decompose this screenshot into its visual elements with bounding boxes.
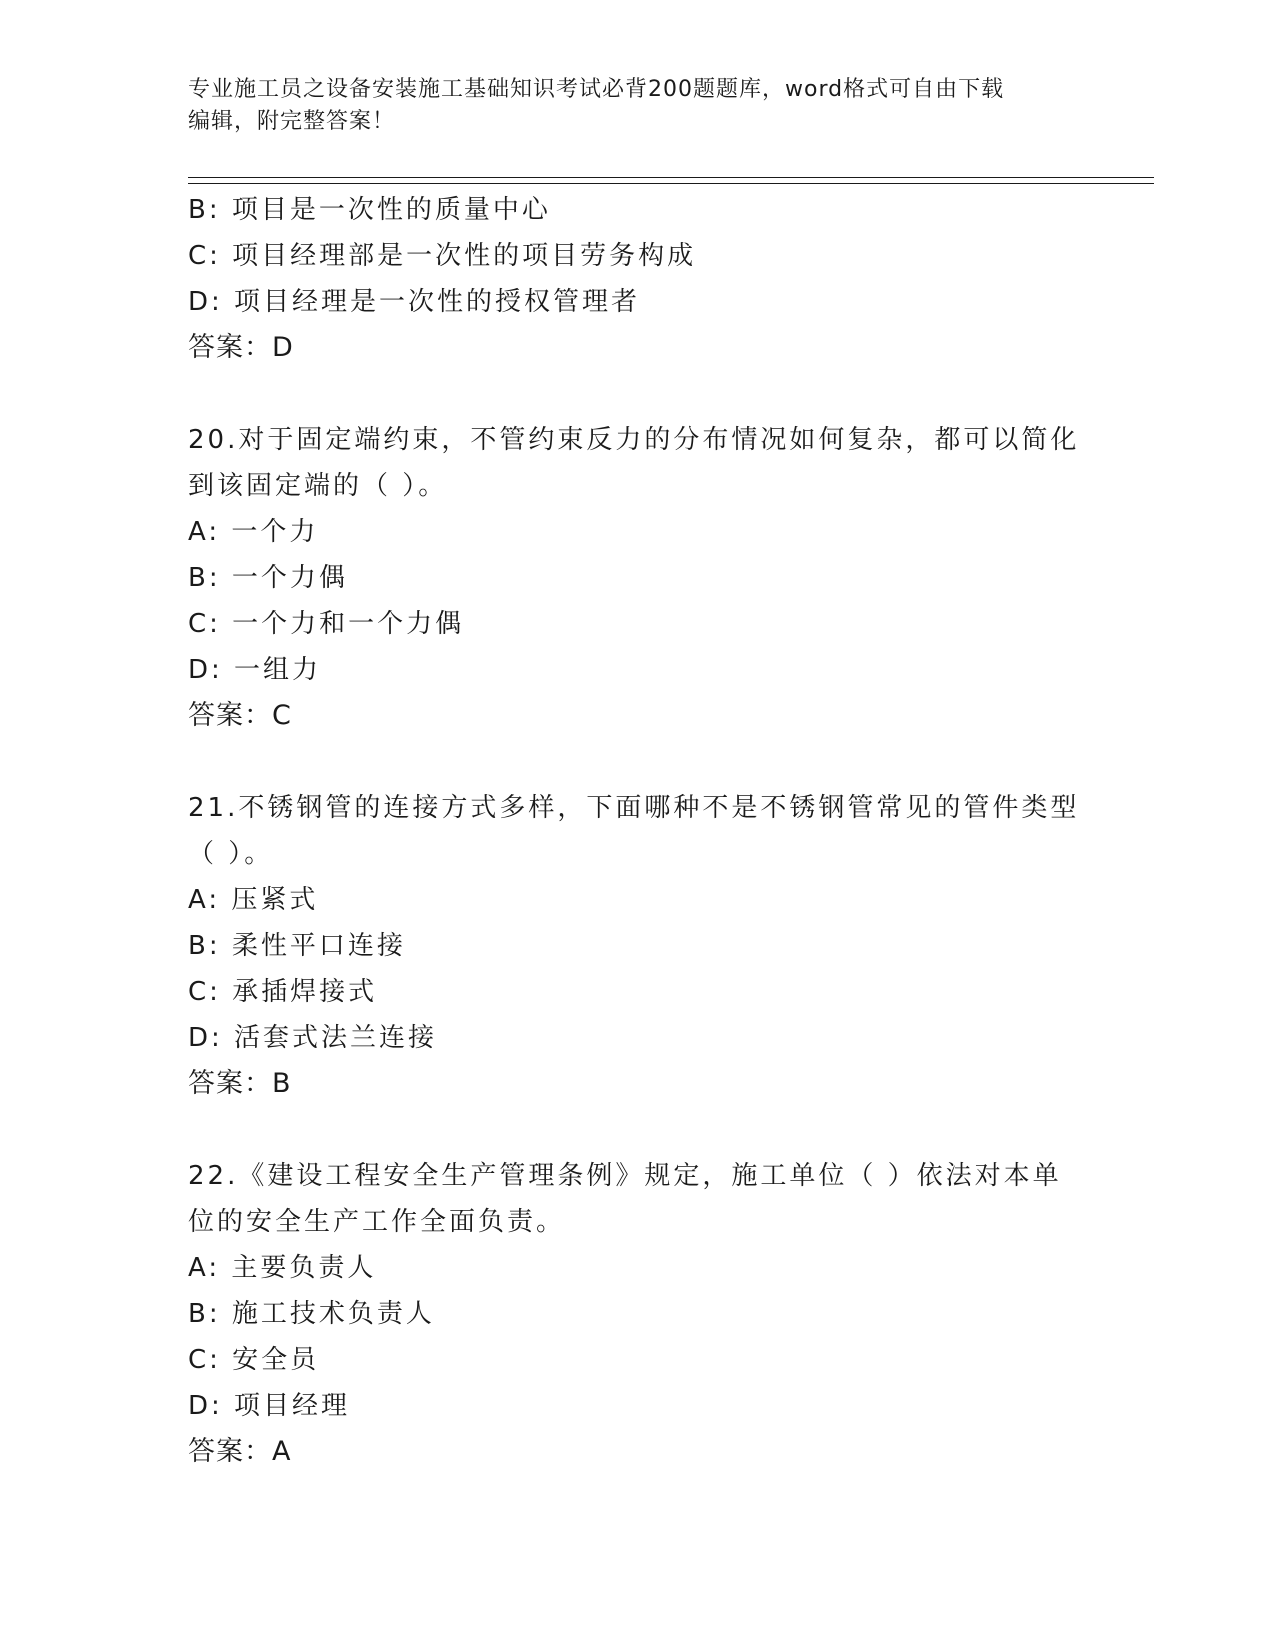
- option-d: D: 活套式法兰连接: [188, 1023, 438, 1053]
- spacer: [188, 1107, 1088, 1153]
- option-b: B: 柔性平口连接: [188, 931, 406, 961]
- option-a: A: 主要负责人: [188, 1253, 377, 1283]
- answer-line: 答案：D: [188, 332, 294, 363]
- question-22: [188, 1153, 1088, 1475]
- option-d: D: 项目经理是一次性的授权管理者: [188, 287, 641, 317]
- option-b: B: 施工技术负责人: [188, 1299, 435, 1329]
- question-21: [188, 785, 1088, 1107]
- question-list: [188, 187, 1088, 1475]
- option-d: D: 一组力: [188, 655, 322, 685]
- header-rule-bottom: [188, 183, 1154, 184]
- option-c: C: 一个力和一个力偶: [188, 609, 465, 639]
- question-stem-line-2: （ ）。: [188, 839, 274, 869]
- option-a: A: 压紧式: [188, 885, 319, 915]
- option-b: B: 项目是一次性的质量中心: [188, 195, 551, 225]
- question-stem-line-1: 22.《建设工程安全生产管理条例》规定，施工单位（ ）依法对本单: [188, 1161, 1062, 1191]
- option-d: D: 项目经理: [188, 1391, 351, 1421]
- spacer: [188, 371, 1088, 417]
- header-rule-top: [188, 177, 1154, 178]
- question-stem-line-1: 21.不锈钢管的连接方式多样，下面哪种不是不锈钢管常见的管件类型: [188, 793, 1080, 823]
- option-c: C: 项目经理部是一次性的项目劳务构成: [188, 241, 697, 271]
- question-stem-line-2: 到该固定端的（ ）。: [188, 471, 448, 501]
- answer-line: 答案：A: [188, 1436, 292, 1467]
- spacer: [188, 739, 1088, 785]
- option-a: A: 一个力: [188, 517, 319, 547]
- option-c: C: 承插焊接式: [188, 977, 378, 1007]
- answer-line: 答案：B: [188, 1068, 292, 1099]
- question-stem-line-2: 位的安全生产工作全面负责。: [188, 1207, 566, 1237]
- question-19-continued: [188, 187, 1088, 371]
- question-stem-line-1: 20.对于固定端约束，不管约束反力的分布情况如何复杂，都可以简化: [188, 425, 1080, 455]
- question-20: [188, 417, 1088, 739]
- document-header: [188, 74, 1068, 138]
- header-title-line-1: 专业施工员之设备安装施工基础知识考试必背200题题库，word格式可自由下载: [188, 77, 1005, 102]
- answer-line: 答案：C: [188, 700, 292, 731]
- option-c: C: 安全员: [188, 1345, 320, 1375]
- option-b: B: 一个力偶: [188, 563, 348, 593]
- header-title-line-2: 编辑，附完整答案！: [188, 109, 396, 134]
